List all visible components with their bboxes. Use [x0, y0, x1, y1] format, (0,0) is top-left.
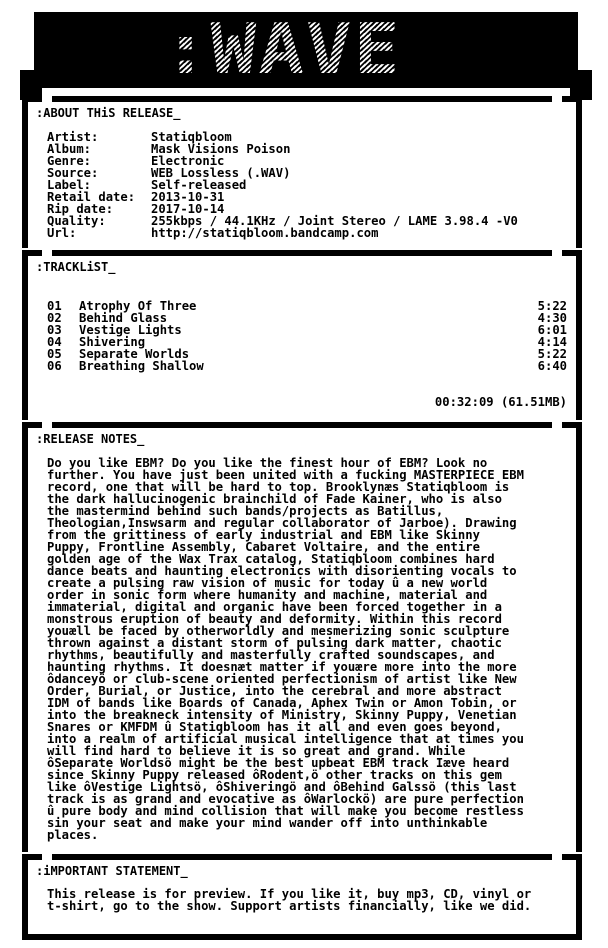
track-duration: 6:40 — [537, 359, 567, 373]
info-value: Statiqbloom — [151, 130, 232, 144]
text-line: order in sonic form where humanity and machine, material and — [47, 588, 488, 602]
info-key: Label: — [47, 178, 92, 192]
track-name: Breathing Shallow — [79, 359, 204, 373]
text-line: youæll be faced by otherworldly and mesmerizing sonic sculpture — [47, 624, 510, 638]
info-key: Url: — [47, 226, 77, 240]
section-top-border — [22, 854, 582, 860]
text-line: thrown against a distant storm of pulsing dark matter, chaotic — [47, 636, 502, 650]
info-key: Source: — [47, 166, 99, 180]
track-number: 02 — [47, 311, 62, 325]
about-section — [22, 102, 582, 248]
info-value: 2013-10-31 — [151, 190, 225, 204]
tracklist-section — [22, 256, 582, 420]
info-key: Retail date: — [47, 190, 136, 204]
section-title: :TRACKLiST_ — [36, 260, 116, 274]
track-duration: 5:22 — [537, 347, 567, 361]
text-line: Do you like EBM? Do you like the finest hour of EBM? Look no — [47, 456, 488, 470]
info-value: Electronic — [151, 154, 225, 168]
track-number: 01 — [47, 299, 62, 313]
track-list — [47, 300, 567, 372]
section-top-border — [22, 96, 582, 102]
text-line: immaterial, digital and organic have been forced together in a — [47, 600, 502, 614]
track-duration: 5:22 — [537, 299, 567, 313]
text-line: rhythms, beautifully and masterfully crafted soundscapes, and — [47, 648, 495, 662]
text-line: dance beats and haunting electronics with disorienting vocals to — [47, 564, 517, 578]
text-line: like ôVestige Lightsö, ôShiveringö and ôBehind Galssö (this last — [47, 780, 517, 794]
logo-text: :WAVE_ — [162, 7, 450, 90]
text-line: ôdanceyö or club-scene oriented perfectionism of artist like New — [47, 672, 517, 686]
track-number: 05 — [47, 347, 62, 361]
text-line: places. — [47, 828, 99, 842]
statement-text — [47, 888, 531, 912]
info-key: Quality: — [47, 214, 106, 228]
info-key: Genre: — [47, 154, 92, 168]
section-title: :RELEASE NOTES_ — [36, 432, 145, 446]
track-duration: 4:14 — [537, 335, 567, 349]
text-line: IDM of bands like Boards of Canada, Aphex Twin or Amon Tobin, or — [47, 696, 517, 710]
text-line: further. You have just been united with a fucking MASTERPIECE EBM — [47, 468, 524, 482]
text-line: the dark hallucinogenic brainchild of Fade Kainer, who is also — [47, 492, 502, 506]
page-bottom-border — [22, 934, 582, 940]
text-line: since Skinny Puppy released ôRodent,ö other tracks on this gem — [47, 768, 502, 782]
text-line: û pure body and mind collision that will make you become restless — [47, 804, 524, 818]
section-title: :ABOUT THiS RELEASE_ — [36, 106, 181, 120]
text-line: from the grittiness of early industrial and EBM like Skinny — [47, 528, 480, 542]
text-line: t-shirt, go to the show. Support artists financially, like we did. — [47, 899, 532, 913]
text-line: This release is for preview. If you like it, buy mp3, CD, vinyl or — [47, 887, 532, 901]
info-value: 255kbps / 44.1KHz / Joint Stereo / LAME 3.98.4 -V0 — [151, 214, 518, 228]
track-name: Atrophy Of Three — [79, 299, 197, 313]
text-line: the mastermind behind such bands/projects as Batillus, — [47, 504, 444, 518]
info-row — [47, 191, 518, 203]
track-number: 03 — [47, 323, 62, 337]
track-name: Shivering — [79, 335, 146, 349]
text-line: create a pulsing raw vision of music for today û a new world — [47, 576, 488, 590]
text-line: ôSeparate Worldsö might be the best upbeat EBM track Iæve heard — [47, 756, 510, 770]
track-duration: 6:01 — [537, 323, 567, 337]
release-notes-section — [22, 428, 582, 852]
text-line: Snares or KMFDM û Statiqbloom has it all and even goes beyond, — [47, 720, 502, 734]
statement-section — [22, 860, 582, 934]
info-value: Mask Visions Poison — [151, 142, 291, 156]
text-line: Puppy, Frontline Assembly, Cabaret Voltaire, and the entire — [47, 540, 480, 554]
info-key: Album: — [47, 142, 92, 156]
info-key: Rip date: — [47, 202, 114, 216]
info-key: Artist: — [47, 130, 99, 144]
track-number: 04 — [47, 335, 62, 349]
track-duration: 4:30 — [537, 311, 567, 325]
wave-logo — [34, 7, 578, 90]
text-line: Order, Burial, or Justice, into the cerebral and more abstract — [47, 684, 502, 698]
section-title: :iMPORTANT STATEMENT_ — [36, 864, 188, 878]
text-line: into a realm of artificial musical intelligence that at times you — [47, 732, 524, 746]
text-line: haunting rhythms. It doesnæt matter if youære more into the more — [47, 660, 517, 674]
track-row — [47, 360, 567, 372]
section-top-border — [22, 422, 582, 428]
text-line: monstrous eruption of beauty and deformity. Within this record — [47, 612, 502, 626]
text-line: record, one that will be hard to top. Brooklynæs Statiqbloom is — [47, 480, 510, 494]
header-banner — [34, 7, 578, 90]
info-value: Self-released — [151, 178, 247, 192]
track-name: Separate Worlds — [79, 347, 190, 361]
info-row — [47, 227, 518, 239]
text-line: Theologian,Inswsarm and regular collaborator of Jarboe). Drawing — [47, 516, 517, 530]
release-info-table — [47, 131, 518, 239]
text-line: track is as grand and evocative as ôWarlockö) are pure perfection — [47, 792, 524, 806]
text-line: will find hard to believe it is so great and grand. While — [47, 744, 466, 758]
info-value: 2017-10-14 — [151, 202, 225, 216]
release-notes-text — [47, 457, 524, 841]
info-value: http://statiqbloom.bandcamp.com — [151, 226, 379, 240]
track-number: 06 — [47, 359, 62, 373]
info-row — [47, 143, 518, 155]
info-value: WEB Lossless (.WAV) — [151, 166, 291, 180]
track-name: Behind Glass — [79, 311, 168, 325]
section-top-border — [22, 250, 582, 256]
text-line: into the breakneck intensity of Ministry, Skinny Puppy, Venetian — [47, 708, 517, 722]
tracklist-total: 00:32:09 (61.51MB) — [434, 395, 567, 409]
info-row — [47, 167, 518, 179]
text-line: sin your seat and make your mind wander off into unthinkable — [47, 816, 488, 830]
text-line: golden age of the Wax Trax catalog, Statiqbloom combines hard — [47, 552, 495, 566]
track-name: Vestige Lights — [79, 323, 182, 337]
